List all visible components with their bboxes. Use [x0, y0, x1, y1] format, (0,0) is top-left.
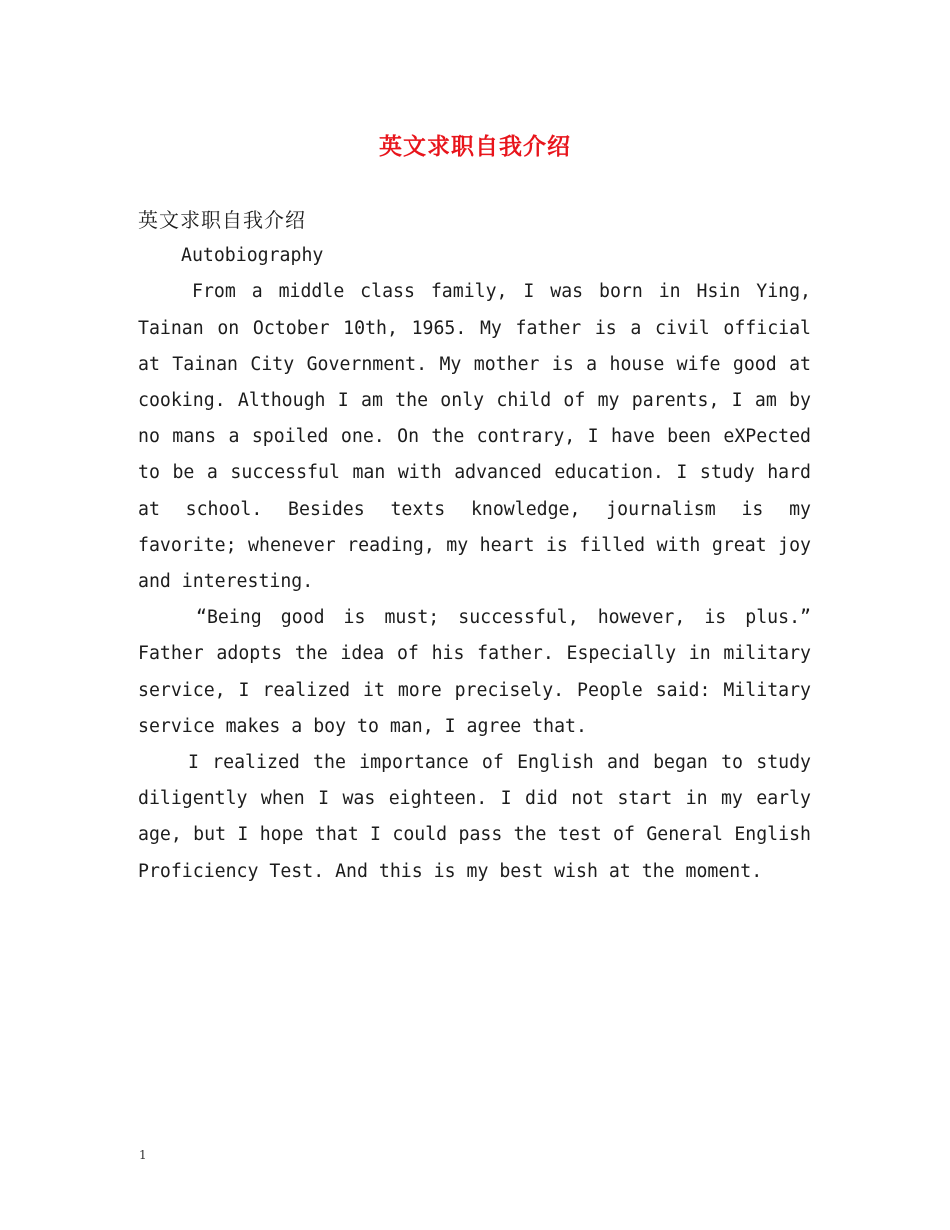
section-heading: 英文求职自我介绍: [138, 208, 306, 232]
page-number: 1: [139, 1148, 147, 1162]
autobiography-subtitle: Autobiography: [181, 245, 324, 267]
paragraph-family-background: From a middle class family, I was born in Hsin Ying, Tainan on October 10th, 1965. My father is a civil official at Tainan City Government. My mother is a house wife good at cooking. Although I am the only child of my parents, I am by no mans a spoiled one. On the contrary, I have been eXPected to be a successful man with advanced education. I study hard at school. Besides texts knowledge, journalism is my favorite; whenever reading, my heart is filled with great joy and interesting.: [138, 281, 811, 593]
paragraph-military-service: “Being good is must; successful, however, is plus.” Father adopts the idea of his father. Especially in military service, I realized it more precisely. People said: Military service makes a boy to man, I agree that.: [138, 607, 811, 737]
document-body: [138, 202, 811, 890]
paragraph-english-study: I realized the importance of English and began to study diligently when I was eighteen. I did not start in my early age, but I hope that I could pass the test of General English Proficiency Test. And this is my best wish at the moment.: [138, 752, 811, 882]
document-title: 英文求职自我介绍: [379, 133, 571, 160]
